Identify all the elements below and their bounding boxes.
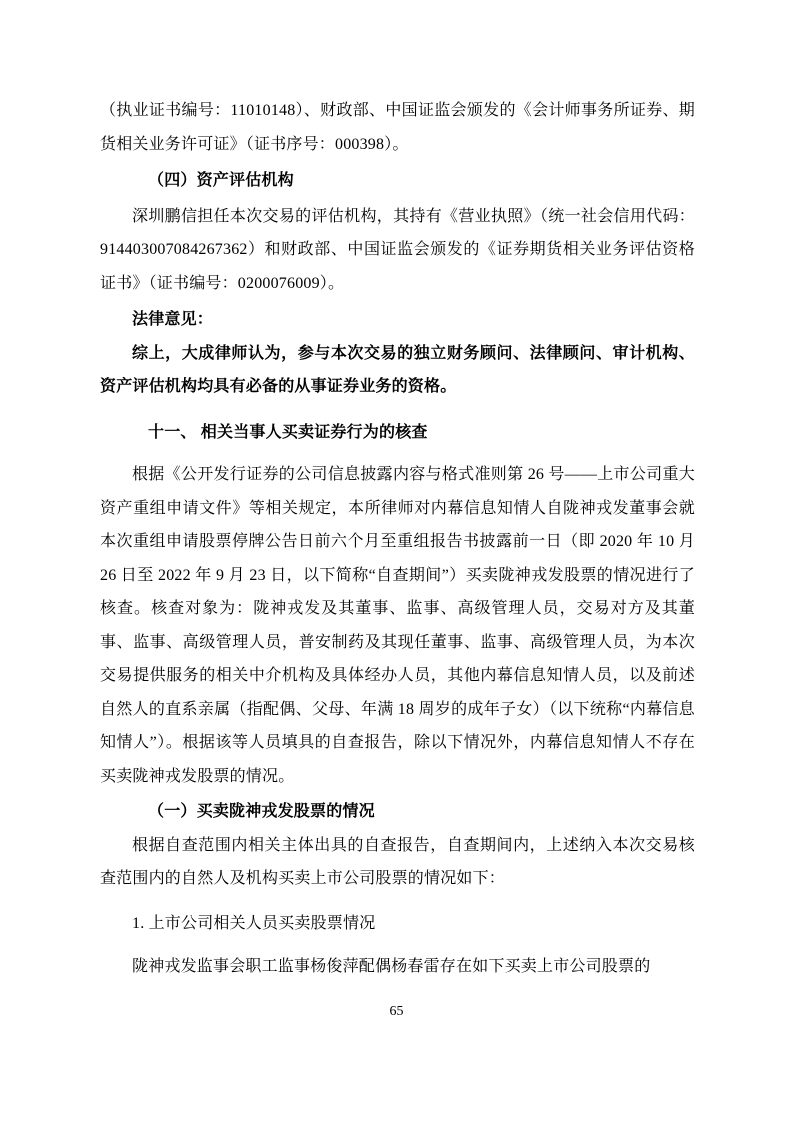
subheading-listed-company-personnel-trading: 1. 上市公司相关人员买卖股票情况	[132, 914, 376, 932]
heading-item-one-stock-trading-situation: （一）买卖陇神戎发股票的情况	[148, 803, 375, 820]
page-footer	[0, 1002, 793, 1022]
paragraph-insider-verification-scope: 根据《公开发行证券的公司信息披露内容与格式准则第 26 号——上市公司重大资产重组申请文件》等相关规定，本所律师对内幕信息知情人自陇神戎发董事会就本次重组申请股票停牌公告日前六个月至重组报告书披露前一日（即 2020 年 10 月 26 日至 2022 年 9 月 23 日，以下简称“自查期间”）买卖陇神戎发股票的情况进行了核查。核查对象为：陇神戎发及其董事、监事、高级管理人员，交易对方及其董事、监事、高级管理人员，普安制药及其现任董事、监事、高级管理人员，为本次交易提供服务的相关中介机构及具体经办人员，其他内幕信息知情人员，以及前述自然人的直系亲属（指配偶、父母、年满 18 周岁的成年子女）（以下统称“内幕信息知情人”）。根据该等人员填具的自查报告，除以下情况外，内幕信息知情人不存在买卖陇神戎发股票的情况。	[100, 466, 695, 785]
paragraph-self-check-report-summary: 根据自查范围内相关主体出具的自查报告，自查期间内，上述纳入本次交易核查范围内的自然人及机构买卖上市公司股票的情况如下：	[100, 836, 695, 887]
document-content	[100, 94, 695, 984]
paragraph-legal-opinion-conclusion: 综上，大成律师认为，参与本次交易的独立财务顾问、法律顾问、审计机构、资产评估机构均具有必备的从事证券业务的资格。	[100, 344, 695, 395]
heading-asset-appraisal-agency: （四）资产评估机构	[148, 172, 294, 189]
paragraph-license-continuation: （执业证书编号：11010148）、财政部、中国证监会颁发的《会计师事务所证券、期货相关业务许可证》（证书序号：000398）。	[100, 102, 695, 153]
page-number: 65	[389, 1004, 404, 1019]
paragraph-appraisal-agency-qualification: 深圳鹏信担任本次交易的评估机构，其持有《营业执照》（统一社会信用代码：914403007084267362）和财政部、中国证监会颁发的《证券期货相关业务评估资格证书》（证书编号：0200076009）。	[100, 207, 695, 292]
label-legal-opinion: 法律意见：	[132, 311, 214, 328]
paragraph-supervisor-spouse-trading: 陇神戎发监事会职工监事杨俊萍配偶杨春雷存在如下买卖上市公司股票的	[132, 958, 651, 975]
heading-section-eleven-securities-trading-verification: 十一、 相关当事人买卖证券行为的核查	[148, 423, 428, 441]
